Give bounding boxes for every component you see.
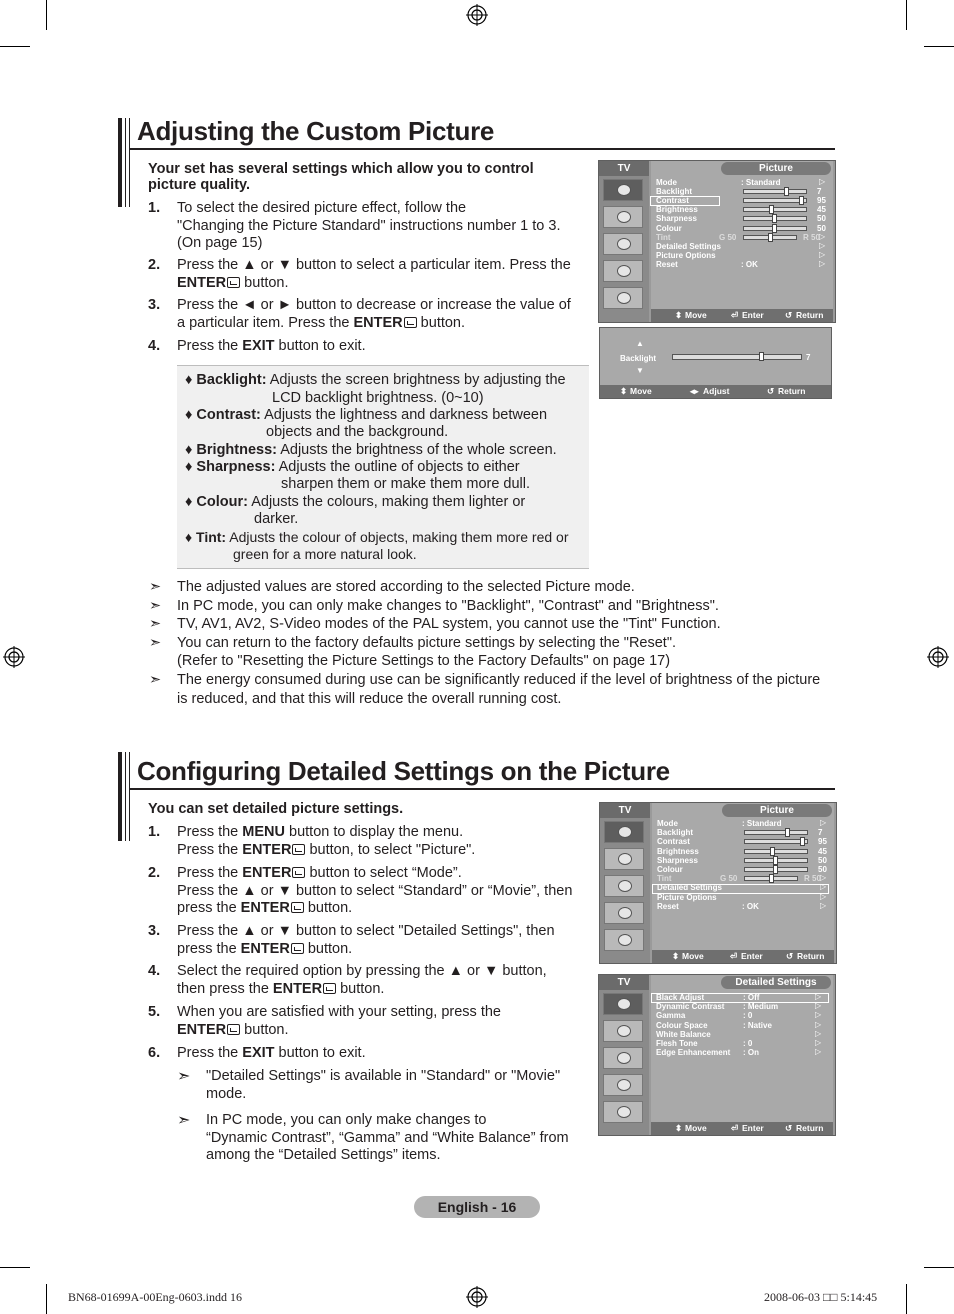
- osd-menu-item[interactable]: Tint: [657, 874, 672, 884]
- note-arrow-icon: ➣: [177, 1068, 191, 1085]
- osd-level-bar: [743, 207, 807, 212]
- key-name: ENTER: [177, 274, 227, 291]
- section-intro: Your set has several settings which allow you to control picture quality.: [148, 161, 534, 193]
- heading-bar: [129, 118, 130, 207]
- osd-detailed-menu: [598, 974, 836, 1136]
- osd-tv-label: TV: [600, 803, 650, 818]
- arrow-right-icon: ▷: [815, 992, 822, 1001]
- osd-menu-item[interactable]: Gamma: [656, 1011, 686, 1021]
- osd-tab-title: Picture: [721, 162, 831, 175]
- definition-contrast: ♦ Contrast: Adjusts the lightness and darkness between: [185, 407, 548, 423]
- definition-colour: ♦ Colour: Adjusts the colours, making them lighter or: [185, 494, 526, 510]
- osd-menu-item[interactable]: Colour: [656, 223, 682, 233]
- osd-level-knob: [770, 847, 775, 856]
- osd-level-knob: [800, 837, 805, 846]
- arrow-right-icon: ▷: [819, 249, 826, 259]
- arrow-right-icon: ▷: [819, 240, 826, 250]
- note-arrow-icon: ➣: [177, 1112, 191, 1129]
- arrow-right-icon: ▷: [815, 1019, 822, 1029]
- osd-picture-menu: [599, 802, 837, 964]
- osd-tv-label: TV: [599, 975, 649, 990]
- osd-level-bar: [743, 226, 807, 231]
- osd-tab-title: Picture: [722, 804, 832, 817]
- osd-menu-item[interactable]: Contrast: [656, 196, 689, 206]
- osd-value: : Standard: [742, 819, 782, 828]
- osd-value: G 50: [720, 874, 738, 884]
- note: is reduced, and that this will reduce the overall running cost.: [177, 691, 562, 707]
- enter-icon: [292, 844, 305, 855]
- crop-mark: [46, 0, 47, 30]
- osd-menu-item[interactable]: Brightness: [656, 205, 698, 215]
- section-intro: You can set detailed picture settings.: [148, 801, 404, 817]
- arrow-right-icon: ▷: [815, 1047, 822, 1057]
- osd-menu-item[interactable]: Dynamic Contrast: [656, 1002, 725, 1012]
- osd-menu-item[interactable]: Backlight: [656, 187, 693, 197]
- return-icon: ↺: [785, 1123, 793, 1133]
- osd-value: 50: [817, 214, 826, 224]
- input-icon: [603, 287, 643, 309]
- arrow-right-icon: ▷: [820, 882, 827, 892]
- key-name: ENTER: [240, 940, 290, 957]
- osd-value: R 50: [803, 232, 820, 242]
- backlight-slider-bar[interactable]: [672, 354, 802, 360]
- registration-mark-icon: [3, 646, 25, 668]
- osd-level-knob: [773, 856, 778, 865]
- osd-level-knob: [773, 865, 778, 874]
- enter-icon: [291, 902, 304, 913]
- step-text: Press the ◄ or ► button to decrease or increase the value of: [177, 297, 571, 313]
- arrow-right-icon: ▷: [815, 1028, 822, 1038]
- osd-value: 95: [818, 837, 827, 847]
- heading-bar: [118, 118, 122, 207]
- osd-level-bar: [743, 235, 797, 240]
- osd-menu-item[interactable]: Tint: [656, 232, 671, 242]
- osd-sidebar: [600, 803, 650, 963]
- enter-icon: [291, 943, 304, 954]
- key-name: ENTER: [242, 865, 292, 881]
- osd-sidebar: [599, 975, 649, 1135]
- sound-icon: [604, 848, 644, 870]
- return-icon: ↺: [767, 386, 775, 396]
- osd-value: 50: [818, 865, 827, 874]
- osd-value: : Medium: [743, 1002, 779, 1012]
- key-name: ENTER: [353, 314, 403, 331]
- arrow-right-icon: ▷: [819, 258, 826, 268]
- osd-menu-item[interactable]: Colour Space: [656, 1020, 708, 1030]
- move-icon: ⬍: [672, 951, 680, 961]
- osd-menu-item[interactable]: Mode: [657, 819, 678, 828]
- step-text: To select the desired picture effect, follow the: [177, 200, 467, 216]
- note: ➣ The adjusted values are stored according to the selected Picture mode.: [149, 579, 635, 595]
- osd-menu-item[interactable]: Reset: [656, 259, 678, 269]
- arrow-right-icon: ▷: [819, 177, 826, 186]
- osd-menu-area: [651, 975, 833, 1135]
- return-icon: ↺: [785, 310, 793, 320]
- channel-icon: [603, 233, 643, 255]
- key-name: EXIT: [242, 338, 275, 354]
- definition-sharpness: ♦ Sharpness: Adjusts the outline of objects to either: [185, 459, 520, 475]
- note-arrow-icon: ➣: [149, 672, 162, 688]
- osd-value: : Native: [743, 1020, 772, 1030]
- osd-level-bar: [744, 839, 808, 844]
- osd-level-bar: [744, 849, 808, 854]
- picture-icon: [603, 179, 643, 201]
- osd-menu-item[interactable]: Edge Enhancement: [656, 1048, 731, 1058]
- osd-level-knob: [769, 205, 774, 214]
- osd-level-knob: [769, 874, 774, 883]
- definition-text: objects and the background.: [266, 424, 449, 440]
- osd-value: 50: [818, 855, 827, 865]
- input-icon: [604, 929, 644, 951]
- sound-icon: [603, 1020, 643, 1042]
- osd-value: : Standard: [741, 178, 781, 187]
- crop-mark: [924, 1267, 954, 1268]
- slider-label: Backlight: [620, 354, 657, 363]
- heading-bar: [125, 752, 126, 841]
- arrow-right-icon: ▷: [820, 818, 827, 827]
- enter-icon: ⏎: [731, 1123, 739, 1133]
- note: (Refer to "Resetting the Picture Settings to the Factory Defaults" on page 17): [177, 653, 671, 669]
- enter-icon: [292, 867, 305, 878]
- move-icon: ⬍: [675, 310, 683, 320]
- setup-icon: [604, 902, 644, 924]
- osd-footer: ⬍ Move ◂▸ Adjust ↺ Return: [600, 385, 831, 398]
- step-text: (On page 15): [177, 235, 263, 251]
- osd-backlight-slider: [599, 327, 832, 399]
- crop-mark: [906, 1284, 907, 1314]
- arrow-down-icon: ▼: [636, 366, 644, 375]
- osd-level-knob: [772, 224, 777, 233]
- channel-icon: [604, 875, 644, 897]
- osd-level-bar: [744, 830, 808, 835]
- osd-menu-item[interactable]: Flesh Tone: [656, 1039, 698, 1048]
- arrow-right-icon: ▷: [820, 873, 827, 883]
- enter-icon: [404, 317, 417, 328]
- setup-icon: [603, 1074, 643, 1096]
- osd-value: : OK: [742, 901, 759, 911]
- osd-value: 50: [817, 223, 826, 233]
- sound-icon: [603, 206, 643, 228]
- osd-level-bar: [744, 867, 808, 872]
- enter-icon: ⏎: [730, 951, 738, 961]
- note: ➣ TV, AV1, AV2, S-Video modes of the PAL system, you cannot use the "Tint" Function.: [149, 616, 721, 632]
- arrow-right-icon: ▷: [819, 231, 826, 241]
- arrow-right-icon: ▷: [815, 1001, 822, 1011]
- note-arrow-icon: ➣: [149, 616, 162, 632]
- osd-level-bar: [743, 216, 807, 221]
- definition-backlight: ♦ Backlight: Adjusts the screen brightness by adjusting the: [185, 372, 566, 388]
- definition-text: LCD backlight brightness. (0~10): [272, 390, 484, 406]
- osd-value: 45: [817, 205, 826, 215]
- key-name: ENTER: [177, 1021, 227, 1038]
- arrow-up-icon: ▲: [636, 339, 644, 348]
- key-name: ENTER: [240, 900, 290, 916]
- picture-icon: [604, 821, 644, 843]
- osd-menu-area: [652, 803, 834, 963]
- osd-level-bar: [743, 189, 807, 194]
- osd-menu-item[interactable]: Picture Options: [656, 250, 716, 260]
- osd-level-knob: [768, 233, 773, 242]
- osd-tv-label: TV: [599, 161, 649, 176]
- osd-sidebar: [599, 161, 649, 322]
- slider-value: 7: [806, 353, 811, 362]
- osd-menu-item[interactable]: Black Adjust: [656, 993, 705, 1002]
- picture-icon: [603, 993, 643, 1015]
- step-text: "Changing the Picture Standard" instructions number 1 to 3.: [177, 217, 561, 234]
- osd-value: 7: [818, 828, 823, 838]
- definition-text: sharpen them or make them more dull.: [281, 476, 531, 492]
- key-name: MENU: [242, 824, 285, 840]
- osd-value: R 50: [804, 874, 821, 884]
- heading-bar: [129, 752, 130, 841]
- arrow-right-icon: ▷: [815, 1038, 822, 1047]
- arrow-right-icon: ▷: [815, 1010, 822, 1020]
- crop-mark: [0, 46, 30, 47]
- heading-rule: [130, 788, 835, 790]
- section-title: Adjusting the Custom Picture: [137, 116, 495, 146]
- move-icon: ⬍: [620, 386, 628, 396]
- channel-icon: [603, 1047, 643, 1069]
- enter-icon: [323, 983, 336, 994]
- osd-value: G 50: [719, 232, 737, 242]
- enter-icon: ⏎: [731, 310, 739, 320]
- osd-value: 95: [817, 196, 826, 206]
- osd-menu-item[interactable]: Picture Options: [657, 892, 717, 902]
- definition-tint: ♦ Tint: Adjusts the colour of objects, making them more red or: [185, 529, 569, 545]
- osd-value: : 0: [743, 1039, 753, 1048]
- osd-menu-item[interactable]: Reset: [657, 901, 679, 911]
- arrow-right-icon: ▷: [820, 900, 827, 910]
- osd-level-knob: [799, 196, 804, 205]
- osd-menu-item[interactable]: Contrast: [657, 837, 690, 847]
- setup-icon: [603, 260, 643, 282]
- key-name: ENTER: [272, 980, 323, 997]
- note: ➣ The energy consumed during use can be significantly reduced if the level of brightness of the picture: [149, 672, 821, 688]
- osd-menu-item[interactable]: Detailed Settings: [657, 883, 722, 893]
- slider-knob[interactable]: [759, 352, 764, 361]
- osd-menu-item[interactable]: Colour: [657, 865, 683, 874]
- osd-menu-item[interactable]: Brightness: [657, 846, 699, 856]
- definition-text: green for a more natural look.: [233, 546, 417, 562]
- osd-level-knob: [785, 828, 790, 837]
- osd-level-bar: [744, 876, 798, 881]
- osd-value: : OK: [741, 259, 758, 269]
- osd-value: : On: [743, 1048, 759, 1058]
- enter-icon: [227, 277, 240, 288]
- osd-menu-item[interactable]: Sharpness: [657, 855, 698, 865]
- osd-value: : Off: [743, 993, 760, 1002]
- osd-level-knob: [772, 214, 777, 223]
- crop-mark: [924, 46, 954, 47]
- osd-tab-title: Detailed Settings: [721, 976, 831, 989]
- osd-value: : 0: [743, 1011, 753, 1021]
- osd-level-bar: [744, 858, 808, 863]
- osd-menu-item[interactable]: Detailed Settings: [656, 241, 721, 251]
- definition-text: darker.: [254, 511, 299, 527]
- move-icon: ⬍: [675, 1123, 683, 1133]
- osd-menu-area: [651, 161, 833, 322]
- registration-mark-icon: [927, 646, 949, 668]
- section-title: Configuring Detailed Settings on the Picture: [137, 756, 670, 786]
- file-slug: BN68-01699A-00Eng-0603.indd 16: [68, 1290, 242, 1304]
- adjust-icon: ◂▸: [690, 386, 699, 396]
- crop-mark: [0, 1267, 30, 1268]
- page-number-badge: English - 16: [414, 1196, 540, 1218]
- key-name: ENTER: [242, 841, 292, 858]
- osd-footer: ⬍ Move ⏎ Enter ↺ Return: [651, 309, 833, 322]
- crop-mark: [906, 0, 907, 30]
- osd-value: 45: [818, 846, 827, 856]
- osd-menu-item[interactable]: Mode: [656, 178, 677, 187]
- osd-footer: ⬍ Move ⏎ Enter ↺ Return: [651, 1122, 833, 1135]
- osd-menu-item[interactable]: Sharpness: [656, 214, 697, 224]
- note-arrow-icon: ➣: [149, 579, 162, 595]
- input-icon: [603, 1101, 643, 1123]
- note-arrow-icon: ➣: [149, 598, 162, 614]
- osd-menu-item[interactable]: White Balance: [656, 1029, 711, 1039]
- step-text: Press the ▲ or ▼ button to select a particular item. Press the: [177, 257, 571, 273]
- osd-footer: ⬍ Move ⏎ Enter ↺ Return: [652, 950, 834, 963]
- note: ➣ In PC mode, you can only make changes to "Backlight", "Contrast" and "Brightness".: [149, 598, 719, 614]
- note: ➣ You can return to the factory defaults picture settings by selecting the "Reset".: [149, 635, 677, 651]
- osd-picture-menu: [598, 160, 836, 323]
- registration-mark-icon: [466, 1286, 488, 1308]
- definition-brightness: ♦ Brightness: Adjusts the brightness of the whole screen.: [185, 442, 557, 458]
- key-name: EXIT: [242, 1045, 275, 1061]
- heading-rule: [130, 148, 835, 150]
- enter-icon: [227, 1024, 240, 1035]
- crop-mark: [46, 1284, 47, 1314]
- osd-menu-item[interactable]: Backlight: [657, 828, 694, 838]
- note-arrow-icon: ➣: [149, 635, 162, 651]
- registration-mark-icon: [466, 4, 488, 26]
- osd-value: 7: [817, 187, 822, 197]
- date-slug: 2008-06-03 □□ 5:14:45: [764, 1290, 878, 1304]
- return-icon: ↺: [786, 951, 794, 961]
- heading-bar: [125, 118, 126, 207]
- osd-level-knob: [784, 187, 789, 196]
- heading-bar: [118, 752, 122, 841]
- arrow-right-icon: ▷: [820, 891, 827, 901]
- osd-level-bar: [743, 198, 807, 203]
